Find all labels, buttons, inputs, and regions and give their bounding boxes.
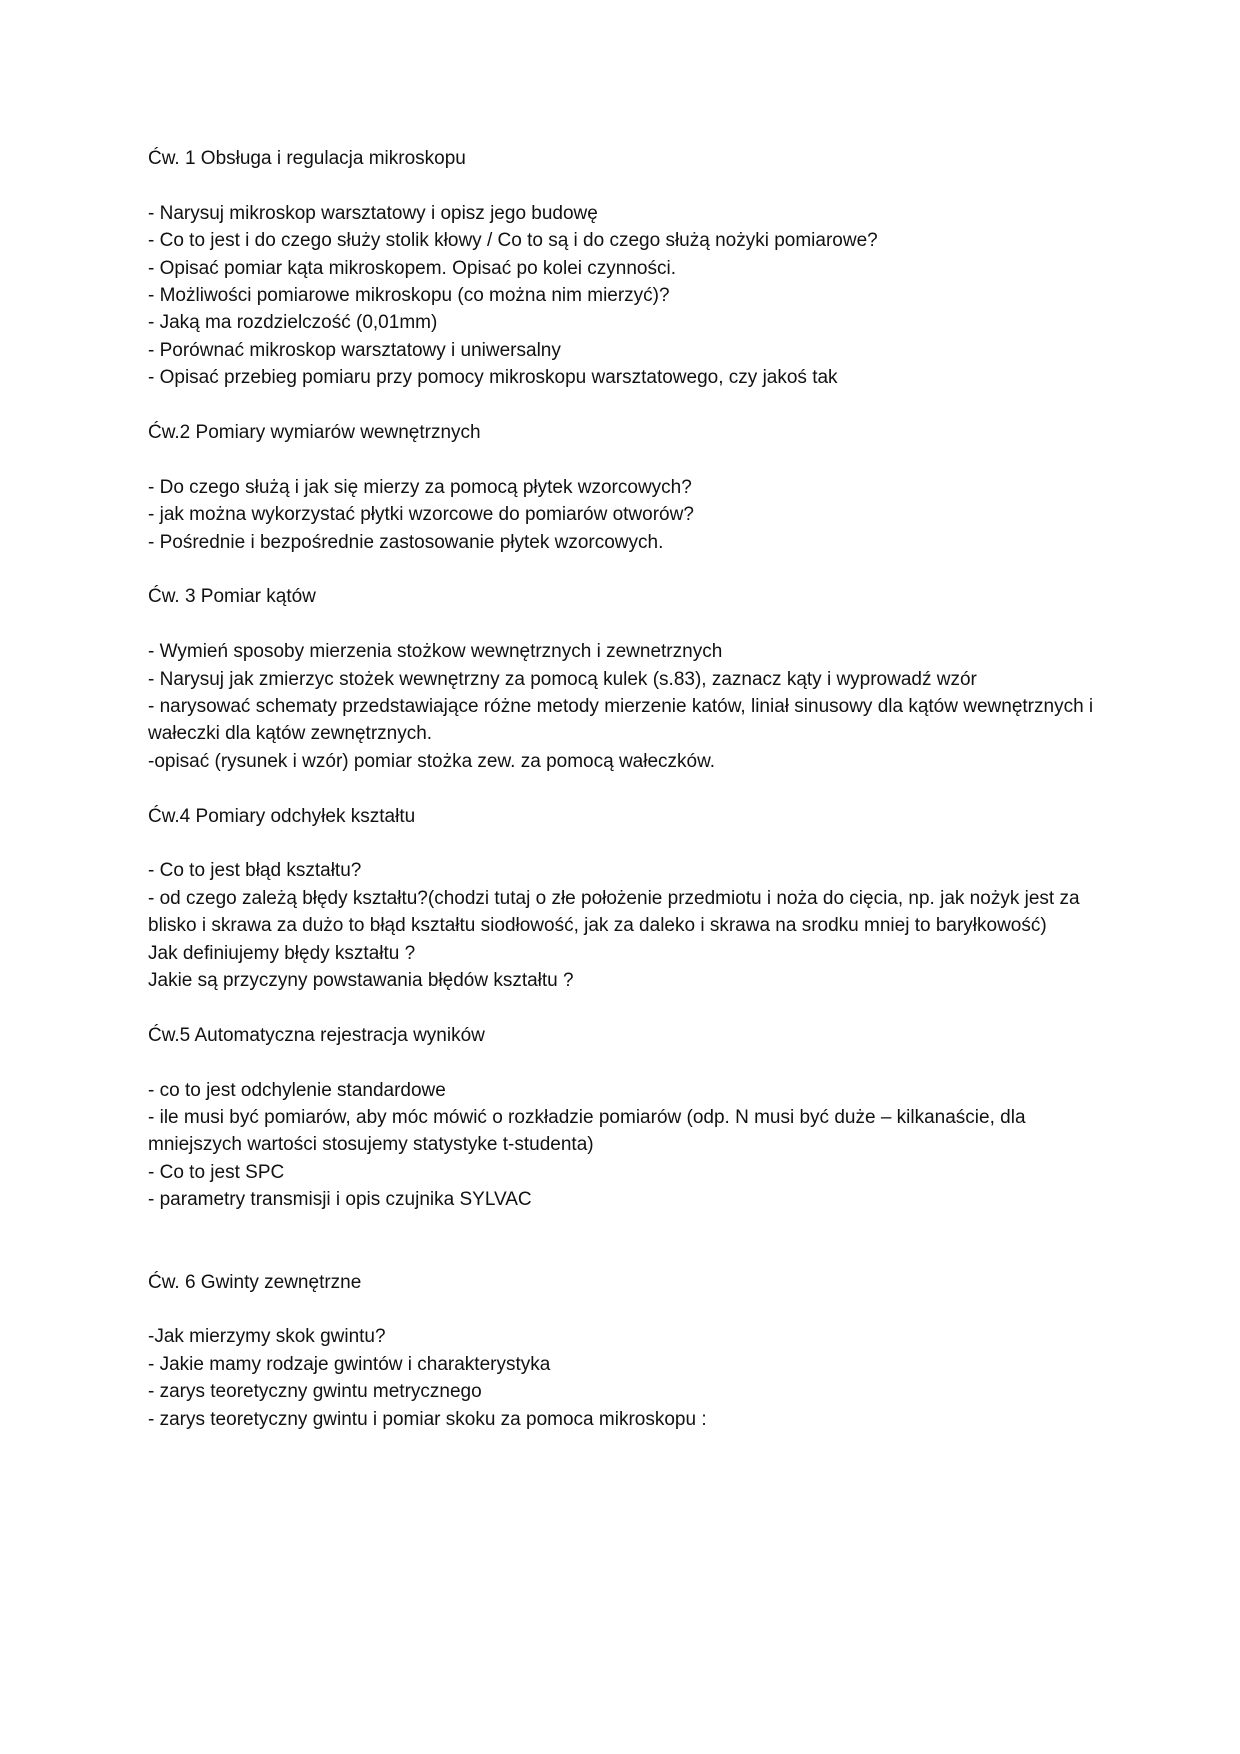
question-item: - zarys teoretyczny gwintu metrycznego <box>148 1381 482 1403</box>
section-heading: Ćw. 6 Gwinty zewnętrzne <box>148 1271 362 1293</box>
section-heading: Ćw.4 Pomiary odchyłek kształtu <box>148 805 416 827</box>
question-item: -opisać (rysunek i wzór) pomiar stożka zew. za pomocą wałeczków. <box>148 750 716 772</box>
question-list <box>148 474 1098 556</box>
section-2 <box>148 419 1098 556</box>
question-list <box>148 200 1098 392</box>
question-item: - od czego zależą błędy kształtu?(chodzi tutaj o złe położenie przedmiotu i noża do cięcia, np. jak nożyk jest za blisko i skrawa za dużo to błąd kształtu siodłowość, jak za daleko i skrawa na srodku mniej to baryłkowość) <box>148 887 1080 937</box>
question-item: Jakie są przyczyny powstawania błędów kształtu ? <box>148 970 574 992</box>
question-item: - jak można wykorzystać płytki wzorcowe do pomiarów otworów? <box>148 504 694 526</box>
question-item: - Co to jest SPC <box>148 1161 285 1183</box>
question-item: - Co to jest błąd kształtu? <box>148 860 362 882</box>
question-item: - Narysuj jak zmierzyc stożek wewnętrzny za pomocą kulek (s.83), zaznacz kąty i wyprowadź wzór <box>148 668 977 690</box>
question-item: - parametry transmisji i opis czujnika SYLVAC <box>148 1189 532 1211</box>
section-3 <box>148 583 1098 775</box>
question-item: - Narysuj mikroskop warsztatowy i opisz jego budowę <box>148 202 598 224</box>
question-item: - Jaką ma rozdzielczość (0,01mm) <box>148 312 438 334</box>
section-heading: Ćw. 3 Pomiar kątów <box>148 586 316 608</box>
question-item: - Pośrednie i bezpośrednie zastosowanie płytek wzorcowych. <box>148 531 664 553</box>
section-6 <box>148 1269 1098 1433</box>
question-item: - co to jest odchylenie standardowe <box>148 1079 446 1101</box>
question-item: - narysować schematy przedstawiające różne metody mierzenie katów, liniał sinusowy dla kątów wewnętrznych i wałeczki dla kątów zewnętrznych. <box>148 696 1094 745</box>
question-item: - Co to jest i do czego służy stolik kłowy / Co to są i do czego służą nożyki pomiarowe? <box>148 230 878 252</box>
question-item: -Jak mierzymy skok gwintu? <box>148 1326 386 1348</box>
question-list <box>148 857 1098 994</box>
document-page <box>148 145 1098 1460</box>
section-heading: Ćw.2 Pomiary wymiarów wewnętrznych <box>148 422 481 444</box>
question-item: - Opisać pomiar kąta mikroskopem. Opisać po kolei czynności. <box>148 257 676 279</box>
question-item: - Możliwości pomiarowe mikroskopu (co można nim mierzyć)? <box>148 285 670 307</box>
question-item: - Wymień sposoby mierzenia stożkow wewnętrznych i zewnetrznych <box>148 641 723 663</box>
question-list <box>148 638 1098 775</box>
question-item: - Opisać przebieg pomiaru przy pomocy mikroskopu warsztatowego, czy jakoś tak <box>148 367 838 389</box>
section-1 <box>148 145 1098 392</box>
section-4 <box>148 803 1098 995</box>
question-item: Jak definiujemy błędy kształtu ? <box>148 942 416 964</box>
section-heading: Ćw.5 Automatyczna rejestracja wyników <box>148 1024 485 1046</box>
question-list <box>148 1323 1098 1433</box>
question-item: - Do czego służą i jak się mierzy za pomocą płytek wzorcowych? <box>148 476 692 498</box>
question-item: - Porównać mikroskop warsztatowy i uniwersalny <box>148 339 561 361</box>
question-item: - zarys teoretyczny gwintu i pomiar skoku za pomoca mikroskopu : <box>148 1408 707 1430</box>
section-heading: Ćw. 1 Obsługa i regulacja mikroskopu <box>148 148 466 169</box>
question-item: - ile musi być pomiarów, aby móc mówić o rozkładzie pomiarów (odp. N musi być duże – kilkanaście, dla mniejszych wartości stosujemy statystyke t-studenta) <box>148 1107 1026 1156</box>
question-list <box>148 1077 1098 1214</box>
question-item: - Jakie mamy rodzaje gwintów i charakterystyka <box>148 1353 551 1375</box>
section-5 <box>148 1022 1098 1214</box>
